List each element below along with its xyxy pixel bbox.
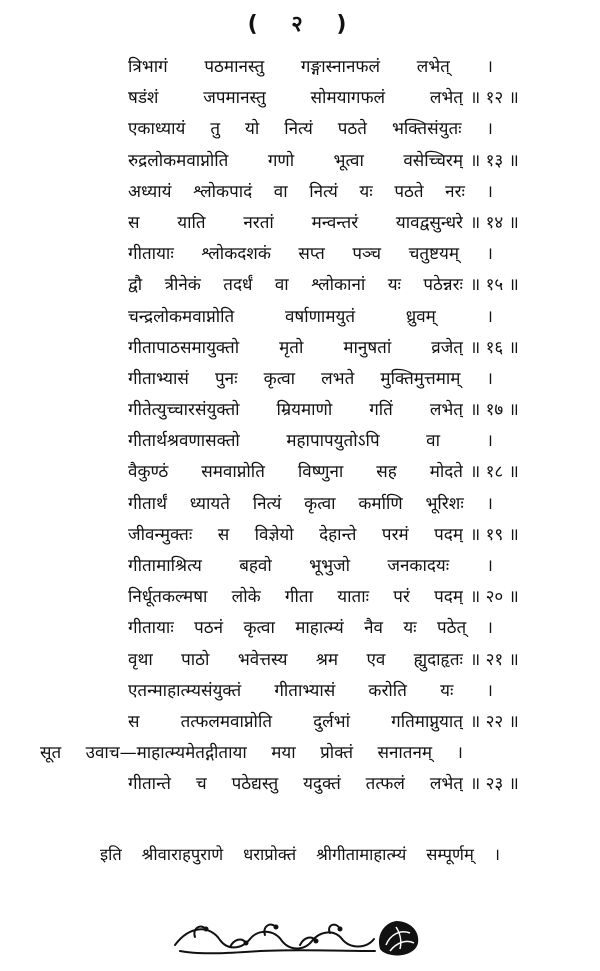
verse-text: गीतायाः श्लोकदशकं सप्त पञ्च चतुष्टयम् । — [128, 244, 493, 265]
verse-text: गीतायाः पठनं कृत्वा माहात्म्यं नैव यः पठेत् । — [128, 618, 493, 639]
verse-line — [0, 302, 600, 333]
verse-list — [0, 52, 600, 801]
verse-line — [0, 270, 600, 301]
verse-number: ॥ १७ ॥ — [470, 400, 519, 421]
verse-text: गीतापाठसमायुक्तो मृतो मानुषतां व्रजेत् — [128, 337, 463, 358]
verse-number: ॥ १३ ॥ — [470, 150, 519, 171]
verse-line — [0, 582, 600, 613]
verse-text: चन्द्रलोकमवाप्नोति वर्षाणामयुतं ध्रुवम् । — [128, 306, 493, 327]
verse-number: ॥ १४ ॥ — [470, 212, 519, 233]
verse-text: स याति नरतां मन्वन्तरं यावद्वसुन्धरे — [128, 212, 463, 233]
verse-line — [0, 426, 600, 457]
verse-line — [0, 551, 600, 582]
verse-line — [0, 613, 600, 644]
verse-number: ॥ २० ॥ — [470, 587, 519, 608]
verse-line — [0, 146, 600, 177]
floral-divider-ornament-icon — [170, 915, 430, 960]
verse-text: गीतार्थश्रवणासक्तो महापापयुतोऽपि वा । — [128, 431, 493, 452]
verse-line — [0, 333, 600, 364]
page-number: ( २ ) — [247, 12, 353, 37]
verse-number: ॥ २३ ॥ — [470, 774, 519, 795]
verse-text: रुद्रलोकमवाप्नोति गणो भूत्वा वसेच्चिरम् — [128, 150, 463, 171]
verse-line — [0, 457, 600, 488]
verse-text: गीतामाश्रित्य बहवो भूभुजो जनकादयः । — [128, 556, 493, 576]
verse-line — [0, 707, 600, 738]
verse-line — [0, 239, 600, 270]
verse-text: त्रिभागं पठमानस्तु गङ्गास्नानफलं लभेत् । — [128, 57, 493, 77]
verse-line — [0, 52, 600, 83]
verse-line — [0, 520, 600, 551]
verse-text: निर्धूतकल्मषा लोके गीता याताः परं पदम् — [128, 587, 463, 608]
verse-number: ॥ २१ ॥ — [470, 649, 519, 670]
verse-text: वृथा पाठो भवेत्तस्य श्रम एव ह्युदाहृतः — [128, 649, 463, 670]
verse-number: ॥ १६ ॥ — [470, 337, 519, 358]
verse-line — [0, 364, 600, 395]
verse-text: गीतार्थं ध्यायते नित्यं कृत्वा कर्माणि भूरिशः । — [128, 493, 493, 514]
verse-text: षडंशं जपमानस्तु सोमयागफलं लभेत् — [128, 88, 463, 109]
verse-text: गीतान्ते च पठेद्यस्तु यदुक्तं तत्फलं लभेत् — [128, 774, 463, 795]
verse-text: जीवन्मुक्तः स विज्ञेयो देहान्ते परमं पदम् — [128, 524, 463, 545]
verse-line — [0, 676, 600, 707]
verse-number: ॥ १९ ॥ — [470, 524, 519, 545]
verse-line — [0, 177, 600, 208]
verse-text: गीताभ्यासं पुनः कृत्वा लभते मुक्तिमुत्तमाम् । — [128, 368, 493, 389]
verse-text: वैकुण्ठं समवाप्नोति विष्णुना सह मोदते — [128, 462, 463, 483]
verse-text: एकाध्यायं तु यो नित्यं पठते भक्तिसंयुतः । — [128, 119, 493, 140]
verse-number: ॥ १८ ॥ — [470, 462, 519, 483]
verse-line — [0, 769, 600, 800]
verse-line — [0, 114, 600, 145]
verse-text: अध्यायं श्लोकपादं वा नित्यं यः पठते नरः । — [128, 181, 493, 202]
verse-number: ॥ १५ ॥ — [470, 275, 519, 296]
verse-line — [0, 738, 600, 769]
verse-line — [0, 489, 600, 520]
verse-text: गीतेत्युच्चारसंयुक्तो म्रियमाणो गतिं लभेत् — [128, 400, 463, 421]
verse-text: स तत्फलमवाप्नोति दुर्लभां गतिमाप्नुयात् — [128, 711, 463, 732]
verse-text: एतन्माहात्म्यसंयुक्तं गीताभ्यासं करोति यः । — [128, 680, 493, 701]
verse-line — [0, 83, 600, 114]
verse-text: द्वौ त्रीनेकं तदर्धं वा श्लोकानां यः पठेन्नरः — [128, 275, 463, 296]
verse-line — [0, 208, 600, 239]
verse-number: ॥ १२ ॥ — [470, 88, 519, 109]
verse-line — [0, 395, 600, 426]
colophon: इति श्रीवाराहपुराणे धराप्रोक्तं श्रीगीतामाहात्म्यं सम्पूर्णम् । — [100, 845, 500, 864]
verse-text: सूत उवाच—माहात्म्यमेतद्गीताया मया प्रोक्तं सनातनम् । — [40, 743, 463, 764]
verse-line — [0, 645, 600, 676]
verse-number: ॥ २२ ॥ — [470, 711, 519, 732]
